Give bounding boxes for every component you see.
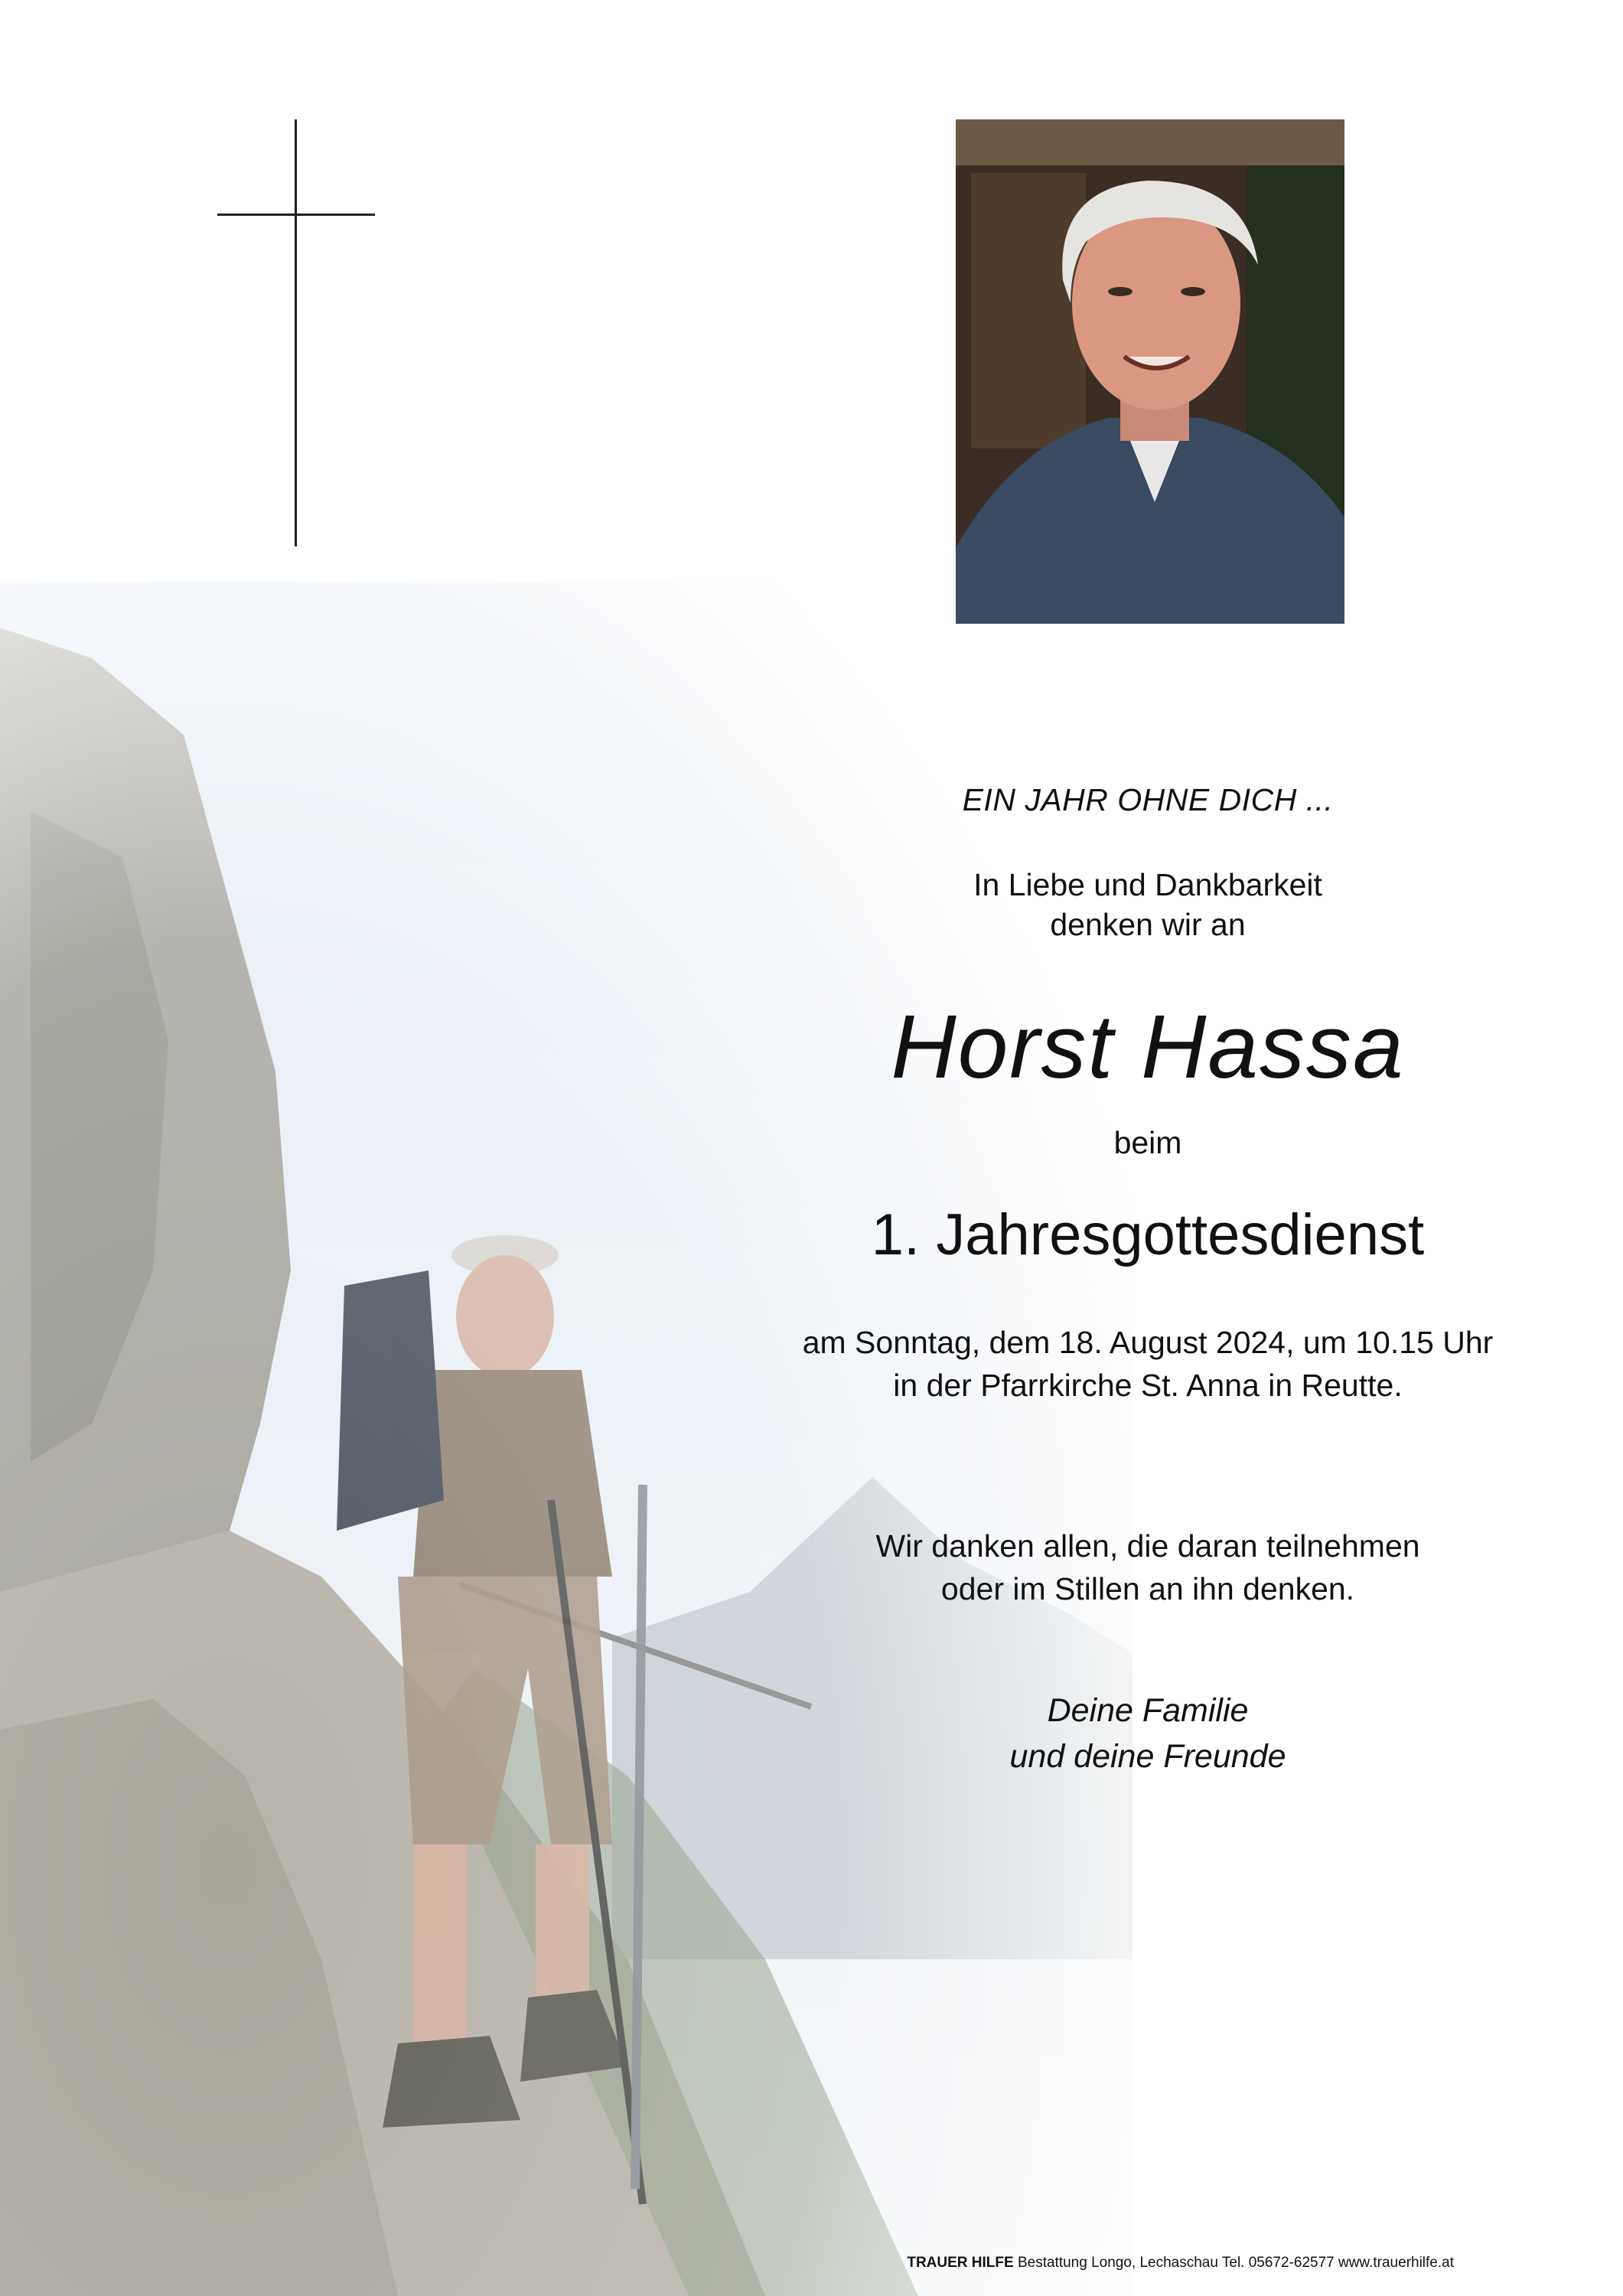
details-line: in der Pfarrkirche St. Anna in Reutte. <box>893 1368 1403 1403</box>
cross-icon <box>217 119 375 546</box>
footer-brand: TRAUER HILFE <box>907 2255 1014 2271</box>
intro-line: In Liebe und Dankbarkeit <box>973 867 1322 902</box>
family-signature <box>689 1688 1607 1779</box>
event-title: 1. Jahresgottesdienst <box>871 1202 1425 1267</box>
thanks-text <box>689 1525 1607 1610</box>
connector-text: beim <box>1113 1125 1182 1160</box>
family-line: Deine Familie <box>1047 1692 1249 1729</box>
heading: EIN JAHR OHNE DICH ... <box>962 782 1334 817</box>
intro-line: denken wir an <box>1050 907 1246 942</box>
thanks-line: oder im Stillen an ihn denken. <box>940 1571 1355 1606</box>
thanks-line: Wir danken allen, die daran teilnehmen <box>875 1528 1420 1564</box>
hiker-mountain-photo <box>0 582 1133 2296</box>
family-line: und deine Freunde <box>1009 1738 1286 1775</box>
footer <box>842 2255 1454 2272</box>
details-line: am Sonntag, dem 18. August 2024, um 10.15 Uhr <box>802 1325 1494 1360</box>
deceased-name: Horst Hassa <box>891 996 1405 1097</box>
event-details <box>689 1321 1607 1407</box>
portrait-photo <box>956 119 1344 624</box>
footer-text: Bestattung Longo, Lechaschau Tel. 05672-62577 www.trauerhilfe.at <box>1017 2255 1454 2271</box>
intro <box>689 865 1607 944</box>
